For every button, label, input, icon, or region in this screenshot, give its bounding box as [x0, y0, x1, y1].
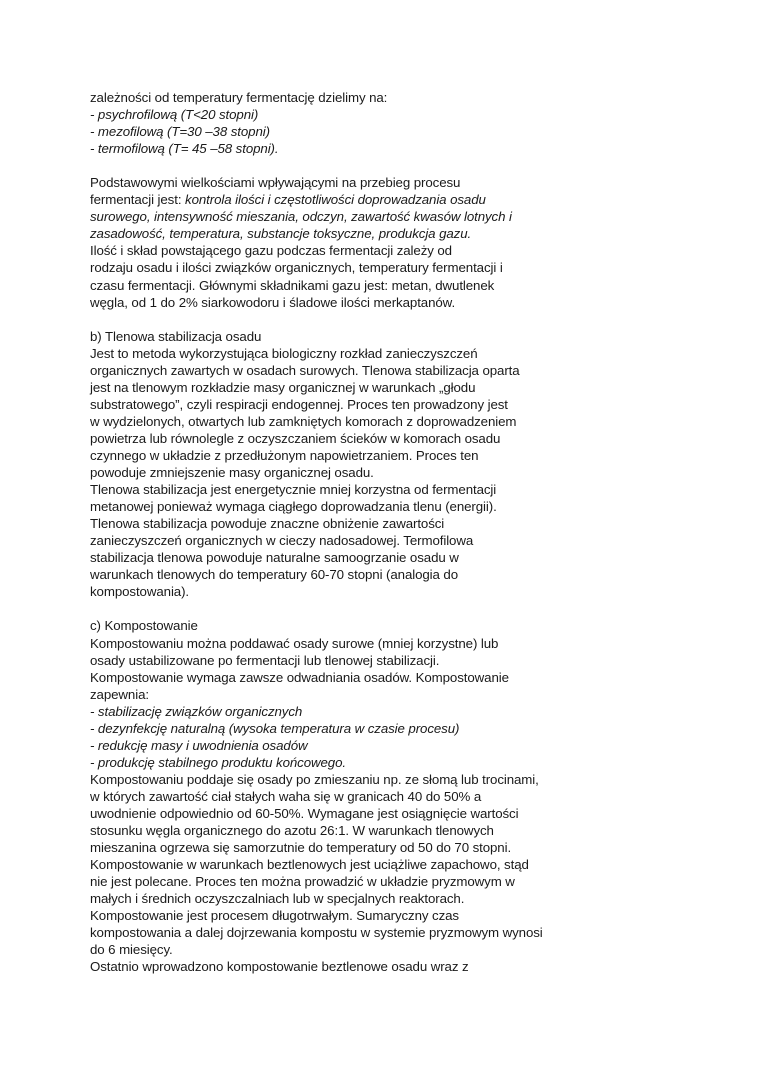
- paragraph-line: Jest to metoda wykorzystująca biologiczny rozkład zanieczyszczeń: [90, 345, 478, 361]
- list-item: - mezofilową (T=30 –38 stopni): [90, 124, 270, 140]
- section-heading: c) Kompostowanie: [90, 618, 198, 634]
- paragraph-line: w wydzielonych, otwartych lub zamkniętych komorach z doprowadzeniem: [90, 413, 517, 429]
- paragraph-line: węgla, od 1 do 2% siarkowodoru i śladowe ilości merkaptanów.: [90, 294, 456, 310]
- paragraph-line: kompostowania a dalej dojrzewania kompostu w systemie pryzmowym wynosi: [90, 925, 543, 941]
- text-plain: fermentacji jest:: [90, 192, 186, 208]
- paragraph-line: zależności od temperatury fermentację dzielimy na:: [90, 90, 388, 105]
- list-item: - dezynfekcję naturalną (wysoka temperatura w czasie procesu): [90, 720, 460, 736]
- list-item: - stabilizację związków organicznych: [90, 703, 303, 719]
- paragraph-line: mieszanina ogrzewa się samorzutnie do temperatury od 50 do 70 stopni.: [90, 840, 512, 856]
- document-page: [90, 89, 560, 975]
- paragraph-line: małych i średnich oczyszczalniach lub w specjalnych reaktorach.: [90, 891, 465, 907]
- paragraph-line: jest na tlenowym rozkładzie masy organicznej w warunkach „głodu: [90, 379, 476, 395]
- paragraph-line: [90, 191, 560, 208]
- paragraph-line: Ilość i skład powstającego gazu podczas fermentacji zależy od: [90, 243, 452, 259]
- paragraph-line: stosunku węgla organicznego do azotu 26:1. W warunkach tlenowych: [90, 823, 494, 839]
- paragraph-line: Podstawowymi wielkościami wpływającymi na przebieg procesu: [90, 175, 461, 191]
- paragraph-line: stabilizacja tlenowa powoduje naturalne samoogrzanie osadu w: [90, 550, 459, 566]
- paragraph-line: nie jest polecane. Proces ten można prowadzić w układzie pryzmowym w: [90, 874, 515, 890]
- paragraph-spacer: [90, 311, 560, 328]
- paragraph-line: Tlenowa stabilizacja powoduje znaczne obniżenie zawartości: [90, 516, 445, 532]
- paragraph-line: czasu fermentacji. Głównymi składnikami gazu jest: metan, dwutlenek: [90, 277, 495, 293]
- paragraph-line: zasadowość, temperatura, substancje toksyczne, produkcja gazu.: [90, 226, 472, 242]
- paragraph-line: Ostatnio wprowadzono kompostowanie beztlenowe osadu wraz z: [90, 959, 469, 975]
- paragraph-line: Kompostowaniu poddaje się osady po zmieszaniu np. ze słomą lub trocinami,: [90, 771, 539, 787]
- paragraph-line: w których zawartość ciał stałych waha się w granicach 40 do 50% a: [90, 788, 482, 804]
- paragraph-line: zanieczyszczeń organicznych w cieczy nadosadowej. Termofilowa: [90, 533, 474, 549]
- paragraph-line: Tlenowa stabilizacja jest energetycznie mniej korzystna od fermentacji: [90, 482, 497, 498]
- list-item: - termofilową (T= 45 –58 stopni).: [90, 141, 279, 157]
- paragraph-line: substratowego”, czyli respiracji endogennej. Proces ten prowadzony jest: [90, 396, 508, 412]
- paragraph-line: kompostowania).: [90, 584, 190, 600]
- section-heading: b) Tlenowa stabilizacja osadu: [90, 328, 262, 344]
- paragraph-line: metanowej ponieważ wymaga ciągłego doprowadzania tlenu (energii).: [90, 499, 497, 515]
- paragraph-line: Kompostowaniu można poddawać osady surowe (mniej korzystne) lub: [90, 635, 499, 651]
- list-item: - redukcję masy i uwodnienia osadów: [90, 737, 308, 753]
- text-italic: kontrola ilości i częstotliwości doprowadzania osadu: [185, 192, 486, 208]
- list-item: - produkcję stabilnego produktu końcowego.: [90, 754, 346, 770]
- paragraph-line: Kompostowanie w warunkach beztlenowych jest uciążliwe zapachowo, stąd: [90, 857, 529, 873]
- paragraph-line: Kompostowanie jest procesem długotrwałym. Sumaryczny czas: [90, 908, 459, 924]
- paragraph-line: zapewnia:: [90, 686, 149, 702]
- paragraph-line: czynnego w układzie z przedłużonym napowietrzaniem. Proces ten: [90, 447, 479, 463]
- paragraph-line: surowego, intensywność mieszania, odczyn, zawartość kwasów lotnych i: [90, 209, 512, 225]
- paragraph-line: powietrza lub równolegle z oczyszczaniem ścieków w komorach osadu: [90, 430, 501, 446]
- paragraph-line: Kompostowanie wymaga zawsze odwadniania osadów. Kompostowanie: [90, 669, 509, 685]
- paragraph-line: rodzaju osadu i ilości związków organicznych, temperatury fermentacji i: [90, 260, 503, 276]
- paragraph-line: powoduje zmniejszenie masy organicznej osadu.: [90, 465, 374, 481]
- paragraph-line: uwodnienie odpowiednio od 60-50%. Wymagane jest osiągnięcie wartości: [90, 805, 519, 821]
- list-item: - psychrofilową (T<20 stopni): [90, 107, 259, 123]
- paragraph-line: warunkach tlenowych do temperatury 60-70 stopni (analogia do: [90, 567, 459, 583]
- paragraph-spacer: [90, 600, 560, 617]
- paragraph-line: organicznych zawartych w osadach surowych. Tlenowa stabilizacja oparta: [90, 362, 520, 378]
- paragraph-spacer: [90, 157, 560, 174]
- paragraph-line: osady ustabilizowane po fermentacji lub tlenowej stabilizacji.: [90, 652, 440, 668]
- paragraph-line: do 6 miesięcy.: [90, 942, 173, 958]
